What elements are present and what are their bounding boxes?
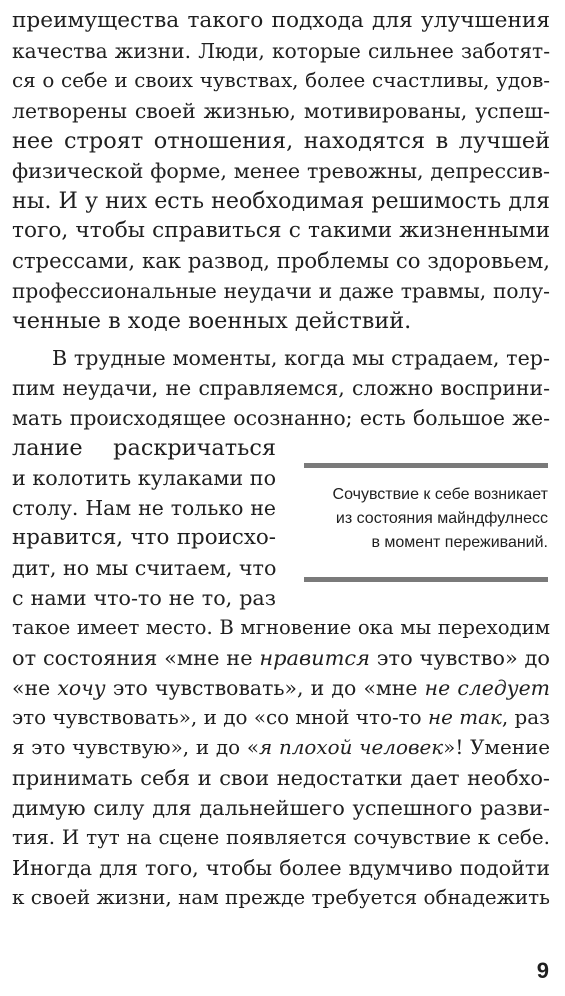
text-line: тия. И тут на сцене появляется сочувствие к себе. [12,826,550,849]
pull-quote-top-rule [304,463,548,468]
text-line: стрессами, как развод, проблемы со здоровьем, [12,248,550,273]
text-line: такое имеет место. В мгновение ока мы переходим [12,616,550,639]
text-line: В трудные моменты, когда мы страдаем, тер- [52,346,550,370]
emphasis: хочу [57,676,106,700]
pull-quote-line: Сочувствие к себе возникает [332,486,548,503]
text-line: это чувствовать», и до «со мной что-то не так, раз [12,706,550,729]
text-line: принимать себя и свои недостатки дает необхо- [12,766,550,790]
text-line: дит, но мы считаем, что [12,556,277,580]
text-line: ченные в ходе военных действий. [12,308,412,334]
text-line: качества жизни. Люди, которые сильнее заботят- [12,39,550,63]
pull-quote-line: из состояния майндфулнесс [335,510,548,527]
text-line: «не хочу это чувствовать», и до «мне не следует [12,676,551,700]
text-line: преимущества такого подхода для улучшения [12,8,550,33]
text-line: нее строят отношения, находятся в лучшей [12,128,550,154]
text-line: ся о себе и своих чувствах, более счастливы, удов- [12,69,550,92]
text-line: Иногда для того, чтобы более вдумчиво подойти [12,856,550,880]
text-line: столу. Нам не только не [12,496,276,520]
text-line: лание раскричаться [12,435,276,461]
text-line: от состояния «мне не нравится это чувство» до [12,646,551,670]
text-line: димую силу для дальнейшего успешного разви- [12,796,550,820]
text-line: мать происходящее осознанно; есть большое же- [12,406,550,430]
pull-quote-text [304,483,548,555]
text-line: ны. И у них есть необходимая решимость для [12,188,550,214]
text-line: летворены своей жизнью, мотивированы, успеш- [12,99,550,123]
text-line: пим неудачи, не справляемся, сложно восприни- [12,376,550,400]
text-line: к своей жизни, нам прежде требуется обнадежить [12,886,550,909]
text-line: нравится, что происхо- [12,525,276,550]
text-line: того, чтобы справиться с такими жизненными [12,218,550,243]
emphasis: не следует [424,676,551,700]
pull-quote-line: в момент переживаний. [371,534,548,551]
text-line: и колотить кулаками по [12,466,276,490]
text-line: профессиональные неудачи и даже травмы, полу- [12,279,550,303]
page-number: 9 [536,958,549,983]
text-line: я это чувствую», и до «я плохой человек»! Умение [12,736,550,759]
emphasis: не так [428,706,502,729]
text-line: с нами что-то не то, раз [12,586,276,610]
pull-quote-bottom-rule [304,577,548,582]
emphasis: я плохой человек [259,736,444,759]
pull-quote [304,463,548,583]
emphasis: нравится [259,646,370,670]
text-line: физической форме, менее тревожны, депрессив- [12,159,550,183]
